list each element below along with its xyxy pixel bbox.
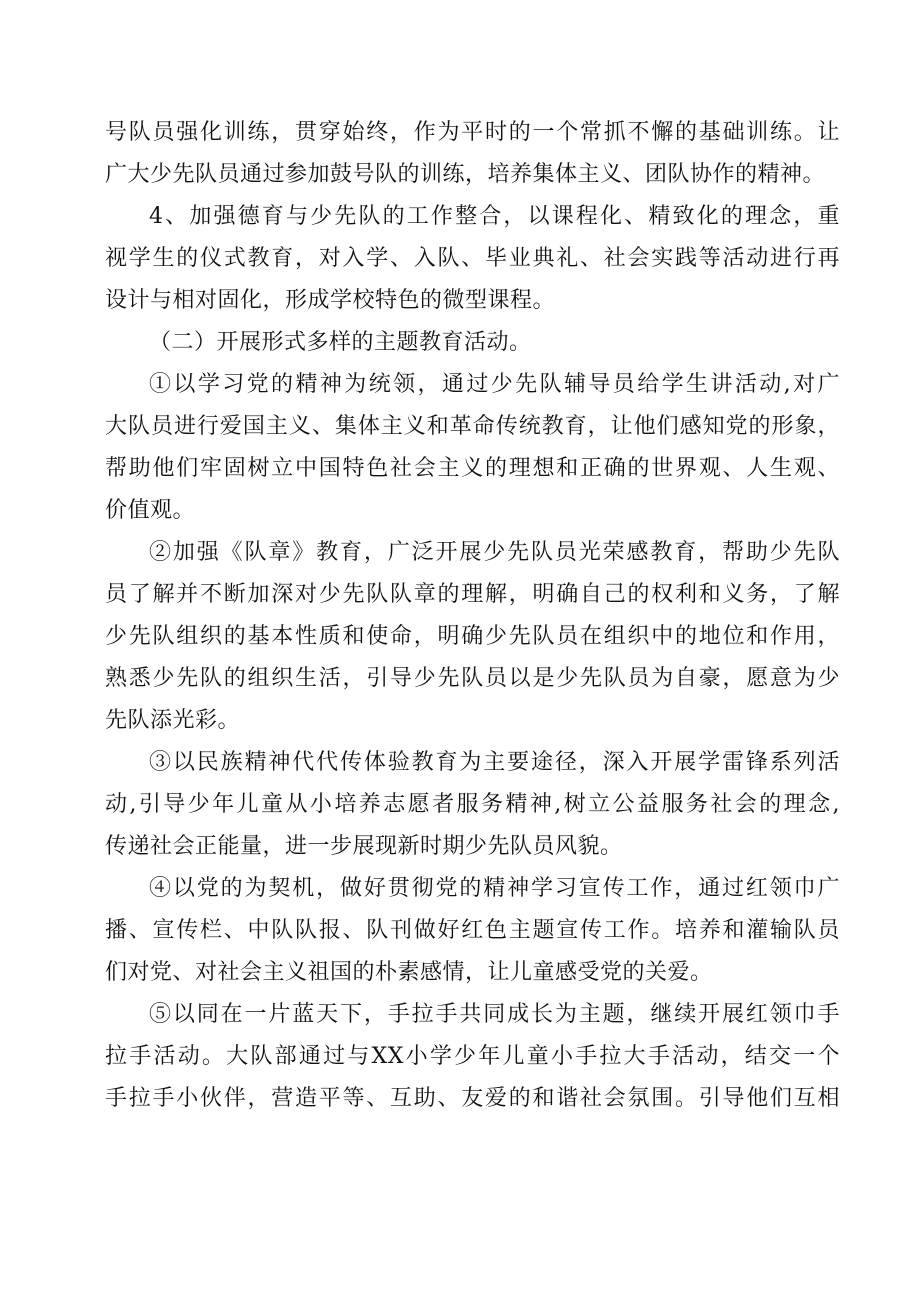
text-line: 4、加强德育与少先队的工作整合，以课程化、精致化的理念，重: [149, 204, 840, 229]
paragraph-item-4: [105, 868, 840, 994]
text-line: 设计与相对固化，形成学校特色的微型课程。: [105, 288, 556, 313]
paragraph-moral-education: [105, 196, 840, 322]
paragraph-drum-team: [105, 112, 840, 196]
text-line: 动,引导少年儿童从小培养志愿者服务精神,树立公益服务社会的理念,: [105, 792, 840, 817]
text-line: 广大少先队员通过参加鼓号队的训练，培养集体主义、团队协作的精神。: [105, 162, 826, 187]
text-line: 手拉手小伙伴，营造平等、互助、友爱的和谐社会氛围。引导他们互相: [105, 1086, 840, 1111]
text-line: ④以党的为契机，做好贯彻党的精神学习宣传工作，通过红领巾广: [149, 876, 840, 901]
text-line: （二）开展形式多样的主题教育活动。: [149, 330, 532, 355]
text-line: ②加强《队章》教育，广泛开展少先队员光荣感教育，帮助少先队: [149, 540, 840, 565]
paragraph-item-3: [105, 742, 840, 868]
text-line: 先队添光彩。: [105, 708, 241, 733]
text-line: ①以学习党的精神为统领，通过少先队辅导员给学生讲活动,对广: [149, 372, 840, 397]
text-line: 员了解并不断加深对少先队队章的理解，明确自己的权利和义务，了解: [105, 582, 840, 607]
paragraph-item-5: [105, 994, 840, 1120]
text-line: 少先队组织的基本性质和使命，明确少先队员在组织中的地位和作用，: [105, 624, 840, 649]
text-line: ③以民族精神代代传体验教育为主要途径，深入开展学雷锋系列活: [149, 750, 840, 775]
text-line: 播、宣传栏、中队队报、队刊做好红色主题宣传工作。培养和灌输队员: [105, 918, 840, 943]
text-line: 们对党、对社会主义祖国的朴素感情，让儿童感受党的关爱。: [105, 960, 713, 985]
section-heading: [105, 322, 840, 364]
text-line: 熟悉少先队的组织生活，引导少先队员以是少先队员为自豪，愿意为少: [105, 666, 840, 691]
text-line: ⑤以同在一片蓝天下，手拉手共同成长为主题，继续开展红领巾手: [149, 1002, 840, 1027]
text-line: 价值观。: [105, 498, 196, 523]
text-line: 视学生的仪式教育，对入学、入队、毕业典礼、社会实践等活动进行再: [105, 246, 840, 271]
paragraph-item-2: [105, 532, 840, 742]
text-line: 大队员进行爱国主义、集体主义和革命传统教育，让他们感知党的形象，: [105, 414, 840, 439]
text-line: 拉手活动。大队部通过与XX小学少年儿童小手拉大手活动，结交一个: [105, 1044, 840, 1069]
paragraph-item-1: [105, 364, 840, 532]
text-line: 传递社会正能量，进一步展现新时期少先队员风貌。: [105, 834, 623, 859]
text-line: 帮助他们牢固树立中国特色社会主义的理想和正确的世界观、人生观、: [105, 456, 840, 481]
document-body: [105, 112, 840, 1120]
text-line: 号队员强化训练，贯穿始终，作为平时的一个常抓不懈的基础训练。让: [105, 120, 840, 145]
